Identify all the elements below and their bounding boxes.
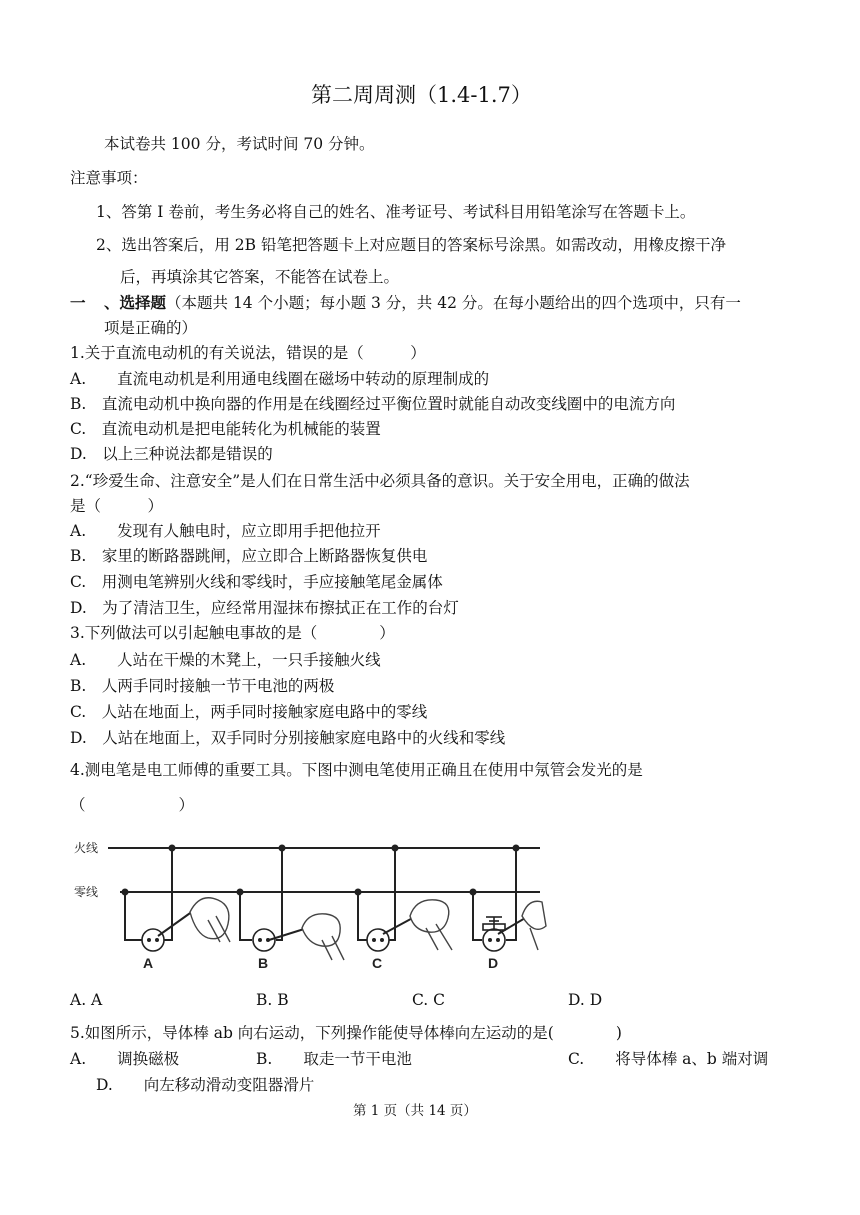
section-title: 、选择题 [104,293,167,312]
q2-option-a: A. 发现有人触电时，应立即用手把他拉开 [70,522,381,540]
q5-stem: 5.如图所示，导体棒 ab 向右运动，下列操作能使导体棒向左运动的是( ) [70,1024,622,1042]
q3-option-c: C. 人站在地面上，两手同时接触家庭电路中的零线 [70,703,428,721]
q2-option-c: C. 用测电笔辨别火线和零线时，手应接触笔尾金属体 [70,573,443,591]
q4-option-c: C. C [412,991,446,1009]
q4-option-a: A. A [70,991,103,1009]
page-title: 第二周周测（1.4-1.7） [311,83,532,107]
panel-label-b: B [258,955,269,971]
page-number: 第 1 页（共 14 页） [353,1103,477,1119]
section-desc-line-2: 项是正确的） [104,319,198,337]
panel-label-c: C [372,955,383,971]
section-number: 一 [70,293,86,312]
q4-option-b: B. B [256,991,289,1009]
q1-stem: 1.关于直流电动机的有关说法，错误的是（ ） [70,344,426,362]
q2-option-d: D. 为了清洁卫生，应经常用湿抹布擦拭正在工作的台灯 [70,599,459,617]
q3-option-a: A. 人站在干燥的木凳上，一只手接触火线 [70,651,381,669]
q5-option-a: A. 调换磁极 [70,1050,180,1068]
note-2-line-1: 2、选出答案后，用 2B 铅笔把答题卡上对应题目的答案标号涂黑。如需改动，用橡皮擦干净 [96,236,726,254]
q4-answer-blank: （ ） [70,796,195,814]
q5-option-b: B. 取走一节干电池 [256,1050,412,1068]
q1-option-b: B. 直流电动机中换向器的作用是在线圈经过平衡位置时就能自动改变线圈中的电流方向 [70,395,676,413]
panel-label-a: A [143,955,154,971]
hand-a-icon [190,898,229,939]
section-title-line [104,293,741,313]
hand-d-icon [522,901,546,929]
q3-option-b: B. 人两手同时接触一节干电池的两极 [70,677,335,695]
exam-info: 本试卷共 100 分，考试时间 70 分钟。 [104,135,375,153]
test-pen-circuit-figure [70,832,550,974]
q1-option-a: A. 直流电动机是利用通电线圈在磁场中转动的原理制成的 [70,370,490,388]
q5-option-d: D. 向左移动滑动变阻器滑片 [96,1076,315,1094]
panel-c-wiring [358,892,368,940]
panel-d-wiring [473,892,482,940]
note-1: 1、答第 I 卷前，考生务必将自己的姓名、准考证号、考试科目用铅笔涂写在答题卡上。 [96,203,696,221]
panel-a-wiring [125,892,142,940]
q4-stem: 4.测电笔是电工师傅的重要工具。下图中测电笔使用正确且在使用中氖管会发光的是 [70,761,643,779]
q3-option-d: D. 人站在地面上，双手同时分别接触家庭电路中的火线和零线 [70,729,506,747]
q2-stem-line-1: 2.“珍爱生命、注意安全”是人们在日常生活中必须具备的意识。关于安全用电，正确的做法 [70,472,690,490]
q1-option-c: C. 直流电动机是把电能转化为机械能的装置 [70,420,381,438]
q2-stem-line-2: 是（ ） [70,497,164,515]
hand-c-icon [410,900,449,932]
q1-option-d: D. 以上三种说法都是错误的 [70,445,273,463]
q4-option-d: D. D [568,991,603,1009]
section-desc: （本题共 14 个小题；每小题 3 分，共 42 分。在每小题给出的四个选项中，只有一 [166,294,741,312]
live-wire-label: 火线 [74,841,99,855]
q5-option-c: C. 将导体棒 a、b 端对调 [568,1050,769,1068]
note-2-line-2: 后，再填涂其它答案，不能答在试卷上。 [120,268,400,286]
socket-a [142,929,164,951]
notes-heading: 注意事项： [70,169,148,187]
panel-label-d: D [488,955,499,971]
q3-stem: 3.下列做法可以引起触电事故的是（ ） [70,624,395,642]
panel-b-wiring [240,892,252,940]
q2-option-b: B. 家里的断路器跳闸，应立即合上断路器恢复供电 [70,547,428,565]
neutral-wire-label: 零线 [74,885,99,899]
junction-dots [122,845,520,896]
ground-symbol [483,917,505,930]
